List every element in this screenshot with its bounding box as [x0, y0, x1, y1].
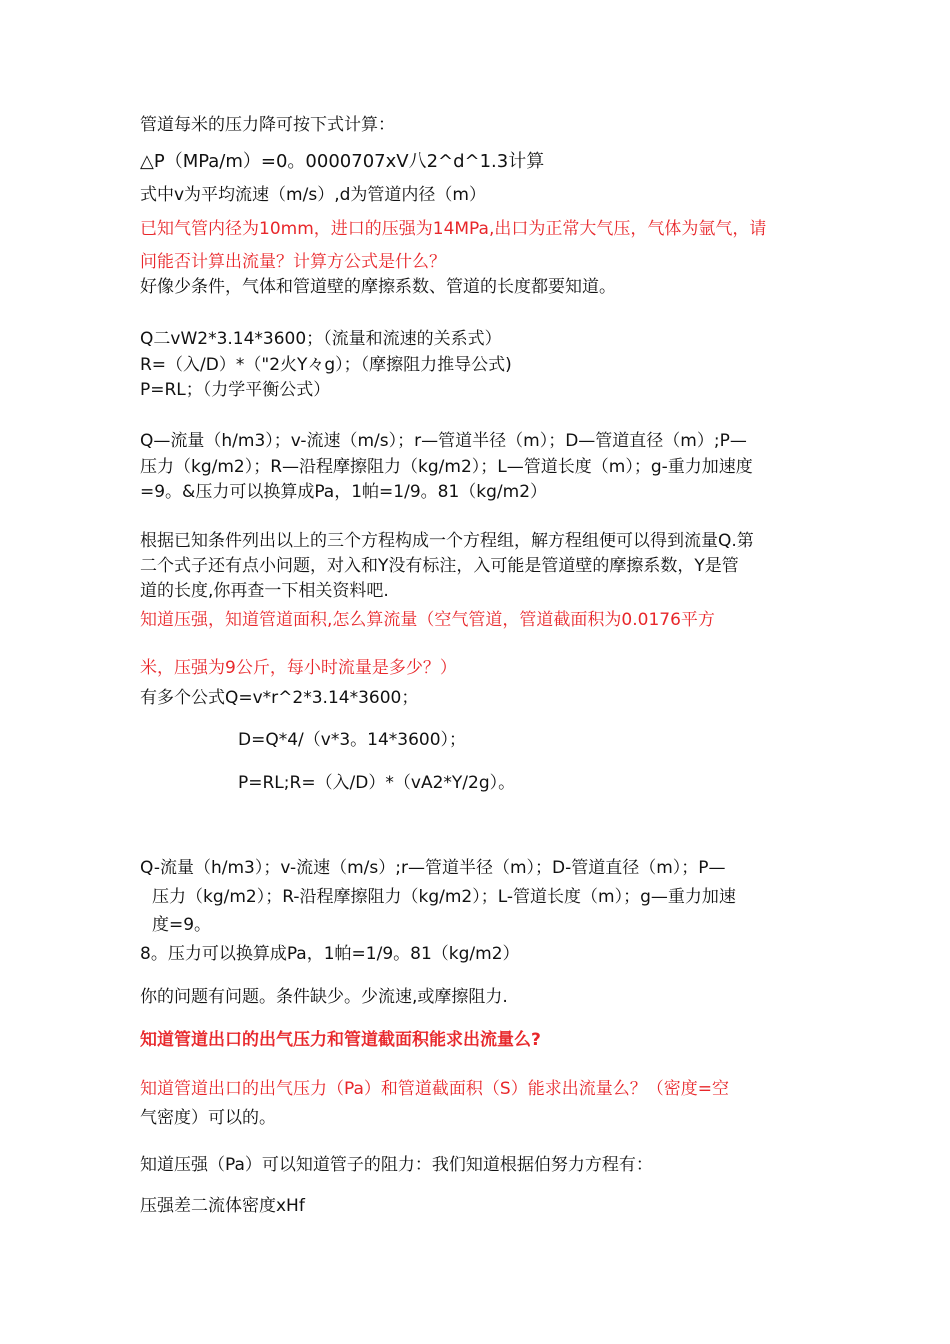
formula-q: 有多个公式Q=v*r^2*3.14*3600； — [140, 688, 419, 708]
variable-definition-b-line-1: Q-流量（h/m3）；v-流速（m/s）;r—管道半径（m）；D-管道直径（m）；P— — [140, 858, 726, 878]
explanation-line-1: 根据已知条件列出以上的三个方程构成一个方程组，解方程组便可以得到流量Q.第 — [140, 531, 754, 551]
variable-definition-line-3: =9。&压力可以换算成Pa，1帕=1/9。81（kg/m2） — [140, 482, 548, 502]
variable-definition-b-line-2: 压力（kg/m2）；R-沿程摩擦阻力（kg/m2）；L-管道长度（m）；g—重力加速 — [152, 887, 736, 907]
paragraph-intro: 管道每米的压力降可按下式计算： — [140, 115, 395, 135]
flow-velocity-equation: Q二vW2*3.14*3600；（流量和流速的关系式） — [140, 329, 502, 349]
pressure-conversion-note: 8。压力可以换算成Pa，1帕=1/9。81（kg/m2） — [140, 944, 520, 964]
outlet-pressure-answer: 气密度）可以的。 — [140, 1108, 276, 1128]
question-line-2: 问能否计算出流量？计算方公式是什么？ — [140, 252, 446, 272]
variable-definition-line-1: Q—流量（h/m3）；v-流速（m/s）；r—管道半径（m）；D—管道直径（m）;P— — [140, 431, 747, 451]
air-pipe-question-line-1: 知道压强，知道管道面积,怎么算流量（空气管道，管道截面积为0.0176平方 — [140, 610, 715, 630]
variable-definition-line-2: 压力（kg/m2）；R—沿程摩擦阻力（kg/m2）；L—管道长度（m）；g-重力加速度 — [140, 457, 753, 477]
bernoulli-intro: 知道压强（Pa）可以知道管子的阻力：我们知道根据伯努力方程有： — [140, 1155, 653, 1175]
mechanical-equilibrium-equation: P=RL；（力学平衡公式） — [140, 380, 331, 400]
air-pipe-question-line-2: 米，压强为9公斤，每小时流量是多少？） — [140, 658, 457, 678]
question-line-1: 已知气管内径为10mm，进口的压强为14MPa,出口为正常大气压，气体为氩气，请 — [140, 219, 767, 239]
outlet-pressure-question-heading: 知道管道出口的出气压力和管道截面积能求出流量么? — [140, 1030, 541, 1050]
explanation-line-2: 二个式子还有点小问题，对入和Y没有标注，入可能是管道壁的摩擦系数，Y是管 — [140, 556, 739, 576]
formula-d: D=Q*4/（v*3。14*3600）； — [238, 730, 467, 750]
outlet-pressure-question-line-1: 知道管道出口的出气压力（Pa）和管道截面积（S）能求出流量么？（密度=空 — [140, 1079, 729, 1099]
explanation-line-3: 道的长度,你再查一下相关资料吧. — [140, 581, 389, 601]
answer-missing-conditions: 好像少条件，气体和管道壁的摩擦系数、管道的长度都要知道。 — [140, 277, 616, 297]
friction-resistance-equation: R=（入/D）*（"2火Y々g）；（摩擦阻力推导公式) — [140, 355, 512, 375]
formula-variable-definition: 式中v为平均流速（m/s）,d为管道内径（m） — [140, 185, 486, 205]
pressure-difference-equation: 压强差二流体密度xHf — [140, 1196, 305, 1216]
pressure-drop-formula: △P（MPa/m）=0。0000707xV八2^d^1.3计算 — [140, 151, 545, 172]
missing-conditions-answer: 你的问题有问题。条件缺少。少流速,或摩擦阻力. — [140, 987, 508, 1007]
variable-definition-b-line-3: 度=9。 — [152, 915, 212, 935]
formula-p-r: P=RL;R=（入/D）*（vA2*Y/2g）。 — [238, 773, 516, 793]
